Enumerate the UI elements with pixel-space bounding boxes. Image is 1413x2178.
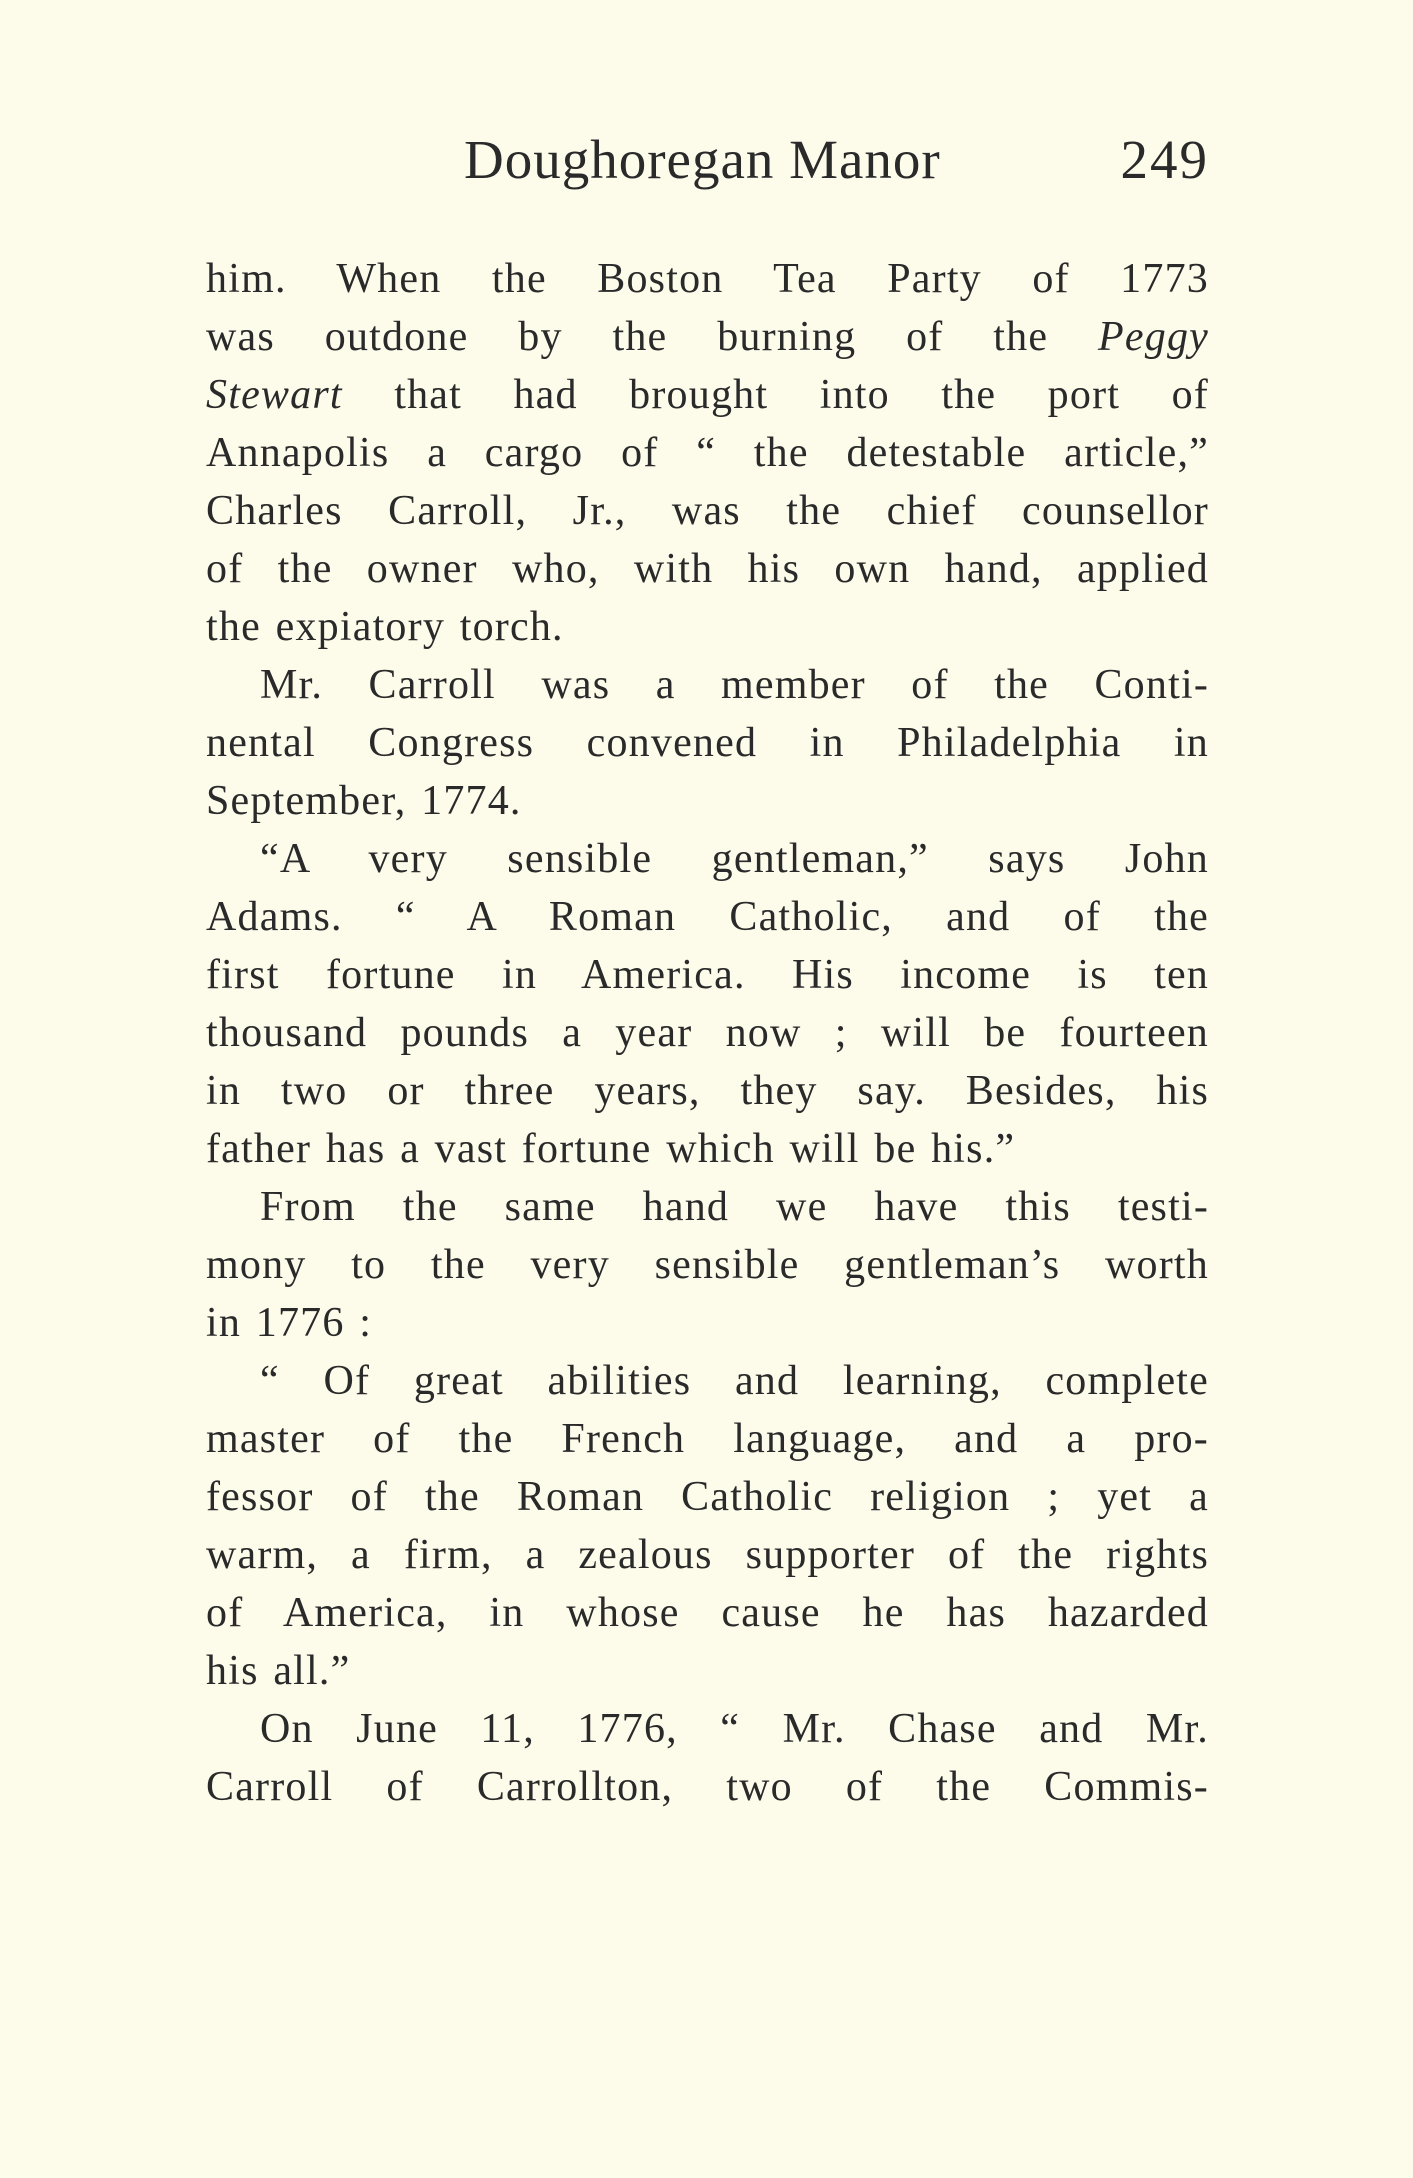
- text-line: fessor of the Roman Catholic religion ; yet a: [206, 1474, 1209, 1520]
- text-line: From the same hand we have this testi-: [260, 1184, 1209, 1230]
- body-text: [206, 250, 1209, 1816]
- text-line: Carroll of Carrollton, two of the Commis-: [206, 1764, 1209, 1810]
- text-line: him. When the Boston Tea Party of 1773: [206, 256, 1209, 302]
- text-line: the expiatory torch.: [206, 604, 564, 650]
- text-line: his all.”: [206, 1648, 351, 1694]
- text-line: in 1776 :: [206, 1300, 373, 1346]
- line-segment: was outdone by the burning of the: [206, 314, 1099, 360]
- italic-ship-name: Peggy: [1098, 314, 1209, 360]
- text-line: father has a vast fortune which will be his.”: [206, 1126, 1016, 1172]
- text-line: Adams. “ A Roman Catholic, and of the: [206, 894, 1209, 940]
- text-line: On June 11, 1776, “ Mr. Chase and Mr.: [260, 1706, 1209, 1752]
- text-line: warm, a firm, a zealous supporter of the rights: [206, 1532, 1209, 1578]
- page-number: 249: [1120, 129, 1209, 190]
- text-line: “ Of great abilities and learning, complete: [260, 1358, 1209, 1404]
- running-title: Doughoregan Manor: [464, 129, 941, 190]
- text-line: Mr. Carroll was a member of the Conti-: [260, 662, 1209, 708]
- text-line: of America, in whose cause he has hazarded: [206, 1590, 1209, 1636]
- line-segment: that had brought into the port of: [342, 372, 1209, 418]
- text-line: September, 1774.: [206, 778, 522, 824]
- text-line: Annapolis a cargo of “ the detestable article,”: [206, 430, 1209, 476]
- text-line: master of the French language, and a pro-: [206, 1416, 1209, 1462]
- text-line: nental Congress convened in Philadelphia in: [206, 720, 1209, 766]
- text-line: thousand pounds a year now ; will be fourteen: [206, 1010, 1209, 1056]
- text-line: [206, 366, 1209, 424]
- text-line: in two or three years, they say. Besides, his: [206, 1068, 1209, 1114]
- text-line: mony to the very sensible gentleman’s worth: [206, 1242, 1209, 1288]
- text-line: of the owner who, with his own hand, applied: [206, 546, 1209, 592]
- text-line: first fortune in America. His income is ten: [206, 952, 1209, 998]
- page-header: [206, 128, 1209, 208]
- text-line: [206, 308, 1209, 366]
- text-line: Charles Carroll, Jr., was the chief counsellor: [206, 488, 1209, 534]
- text-line: “A very sensible gentleman,” says John: [260, 836, 1209, 882]
- italic-ship-name: Stewart: [206, 372, 343, 418]
